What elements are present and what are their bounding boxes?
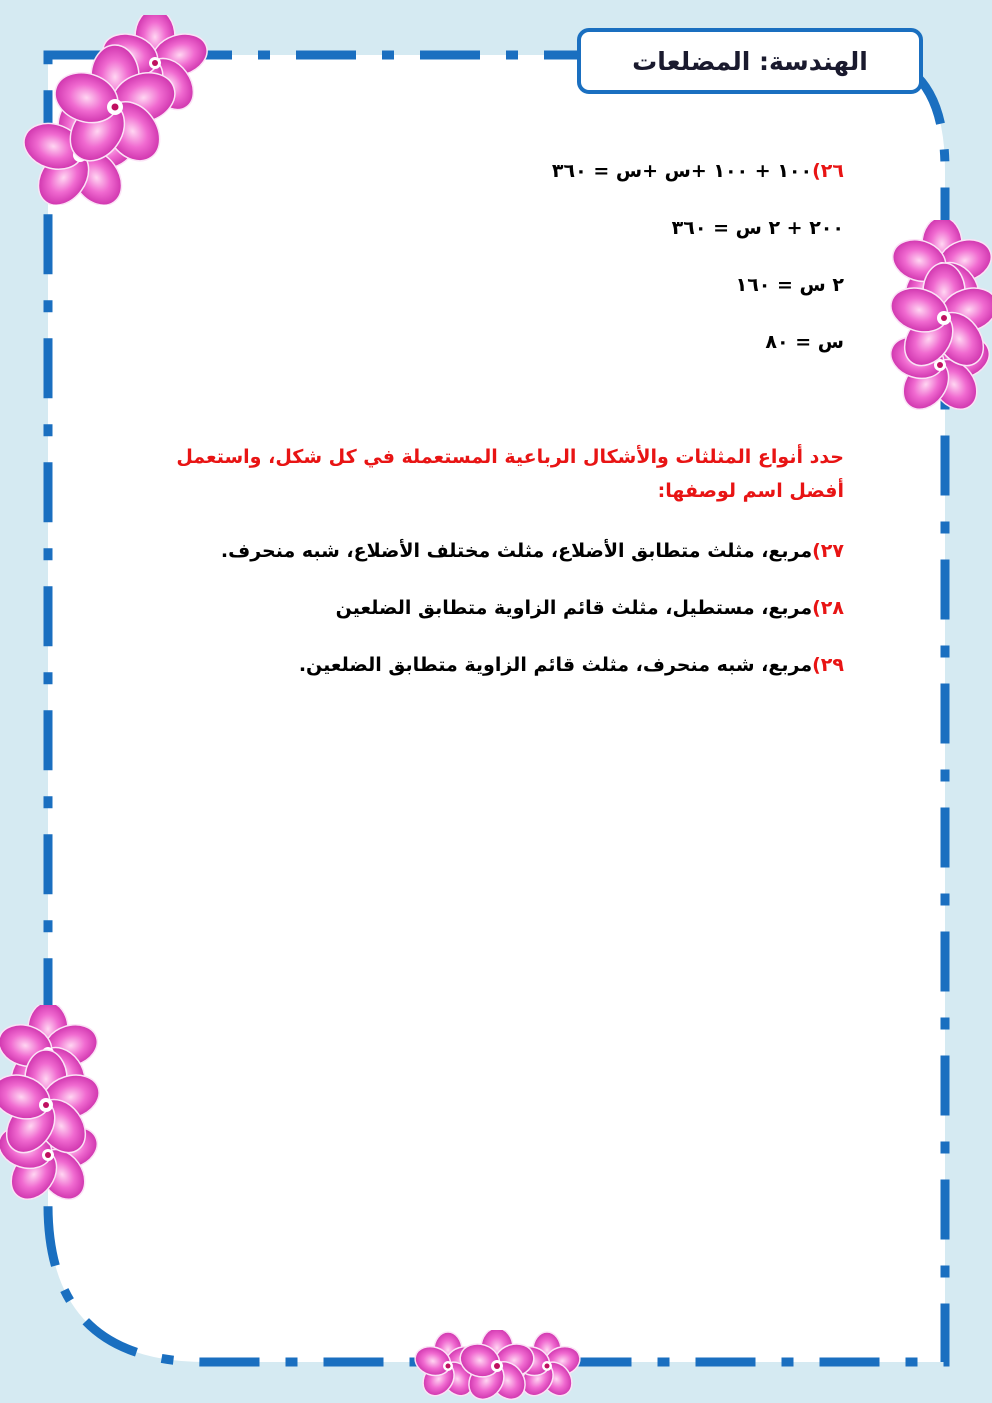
equation-line [144,319,844,376]
equation-text: ٢ س = ١٦٠ [735,274,844,296]
answer-text: مربع، مثلث متطابق الأضلاع، مثلث مختلف الأضلاع، شبه منحرف. [220,540,813,562]
answer-text: مربع، مستطيل، مثلث قائم الزاوية متطابق الضلعين [335,597,813,619]
equation-line [144,262,844,319]
question-number: ٢٨) [812,597,844,619]
title-box [577,28,923,94]
question-number: ٢٧) [812,540,844,562]
instruction [154,440,844,508]
answer-text: مربع، شبه منحرف، مثلث قائم الزاوية متطابق الضلعين. [298,654,813,676]
flower-cluster-left [0,1005,100,1200]
equation-line [144,148,844,205]
answers-block [144,531,844,702]
answer-item [144,645,844,702]
equation-text: ٢٠٠ + ٢ س = ٣٦٠ [671,217,844,239]
equation-text: ١٠٠ + ١٠٠ +س +س = ٣٦٠ [551,160,813,182]
answer-item [144,531,844,588]
answer-item [144,588,844,645]
equations-block [144,148,844,376]
question-number: ٢٦) [812,160,844,182]
instruction-line-1: حدد أنواع المثلثات والأشكال الرباعية المستعملة في كل شكل، واستعمل [176,446,844,468]
flower-cluster-bottom [410,1330,585,1403]
equation-text: س = ٨٠ [765,331,844,353]
flower-cluster-right [890,220,992,415]
instruction-line-2: أفضل اسم لوصفها: [657,480,844,502]
page-title: الهندسة: المضلعات [632,46,868,76]
equation-line [144,205,844,262]
question-number: ٢٩) [812,654,844,676]
flower-cluster-top-left [5,15,215,205]
